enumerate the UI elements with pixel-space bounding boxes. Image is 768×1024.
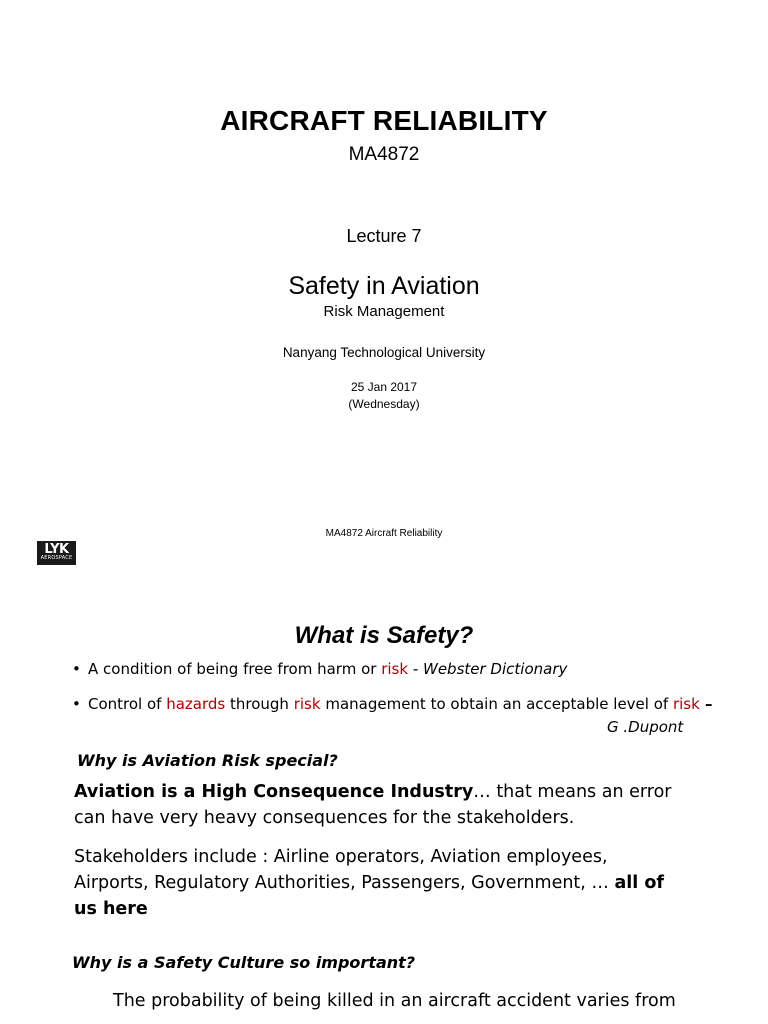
bullet-icon: • [72, 660, 81, 678]
university-name: Nanyang Technological University [282, 345, 486, 360]
highlight-risk: risk [672, 695, 700, 713]
highlight-risk: risk [293, 695, 321, 713]
lecture-number: Lecture 7 [346, 226, 422, 246]
question-heading-safety-culture: Why is a Safety Culture so important? [72, 953, 416, 972]
lecture-weekday: (Wednesday) [348, 397, 420, 411]
bullet-definition-webster: • A condition of being free from harm or risk - Webster Dictionary [72, 660, 568, 678]
logo-sub-text: AEROSPACE [40, 555, 73, 561]
content-slide [0, 578, 768, 1024]
citation: - Webster Dictionary [408, 660, 568, 678]
bullet-icon: • [72, 695, 81, 713]
highlight-risk: risk [381, 660, 409, 678]
paragraph-probability: The probability of being killed in an aircraft accident varies from [113, 991, 676, 1011]
slide-heading: What is Safety? [294, 622, 474, 649]
course-code: MA4872 [348, 144, 420, 165]
citation-author: G .Dupont [607, 718, 684, 736]
logo-main-text: LYK [44, 542, 69, 557]
lecture-date: 25 Jan 2017 [350, 380, 418, 394]
paragraph-stakeholders: Stakeholders include : Airline operators, Aviation employees, Airports, Regulatory Authorities, Passengers, Government, … all of us here [74, 847, 665, 919]
highlight-hazards: hazards [166, 695, 226, 713]
lecture-subject: Safety in Aviation [288, 272, 480, 300]
lecture-subtitle: Risk Management [323, 303, 445, 320]
paragraph-high-consequence: Aviation is a High Consequence Industry… that means an error can have very heavy consequences for the stakeholders. [74, 782, 672, 828]
bullet-definition-dupont: • Control of hazards through risk management to obtain an acceptable level of risk – [72, 695, 713, 713]
lyk-aerospace-logo [37, 541, 76, 565]
slide-footer: MA4872 Aircraft Reliability [325, 528, 443, 539]
slide-title: AIRCRAFT RELIABILITY [220, 105, 548, 136]
question-heading-aviation-risk: Why is Aviation Risk special? [77, 751, 338, 770]
